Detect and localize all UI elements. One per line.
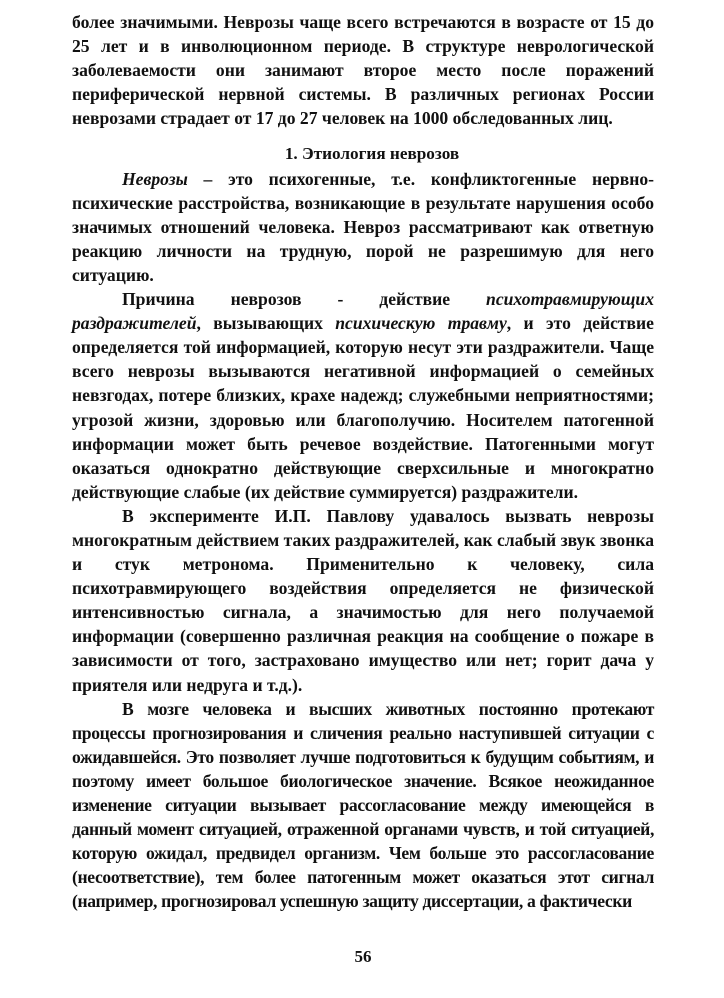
section-title: 1. Этиология неврозов: [284, 144, 460, 164]
term-psychotraumatic-stimuli: психотравмирующих раздражителей: [72, 289, 654, 334]
paragraph-neuroses-definition-text: – это психогенные, т.е. конфликтогенные нервно-психические расстройства, возникающие в результате нарушения особо значимых отношений человека. Невроз рассматривают как ответную реакцию личности на трудную, порой не разрешимую для него ситуацию.: [72, 168, 654, 285]
term-neuroses: Неврозы: [122, 168, 188, 189]
paragraph-brain-prediction: В мозге человека и высших животных постоянно протекают процессы прогнозирования и сличения реально наступившей ситуации с ожидавшейся. Это позволяет лучше подготовиться к будущим событиям, и поэтому имеет большое биологическое значение. Всякое неожиданное изменение ситуации вызывает рассогласование между имеющейся в данный момент ситуацией, отраженной органами чувств, и той ситуацией, которую ожидал, предвидел организм. Чем больше это рассогласование (несоответствие), тем более патогенным может оказаться этот сигнал (например, прогнозировал успешную защиту диссертации, а фактически: [72, 698, 654, 912]
continuation-paragraph: более значимыми. Неврозы чаще всего встречаются в возрасте от 15 до 25 лет и в инволюционном периоде. В структуре неврологической заболеваемости они занимают второе место после поражений периферической нервной системы. В различных регионах России неврозами страдает от 17 до 27 человек на 1000 обследованных лиц.: [72, 12, 654, 129]
paragraph-causes: [72, 287, 654, 504]
page-number: 56: [354, 947, 372, 966]
paragraph-pavlov-experiment: В эксперименте И.П. Павлову удавалось вызвать неврозы многократным действием таких раздражителей, как слабый звук звонка и стук метронома. Применительно к человеку, сила психотравмирующего воздействия определяется не физической интенсивностью сигнала, а значимостью для него получаемой информации (совершенно различная реакция на сообщение о пожаре в зависимости от того, застраховано имущество или нет; горит дача у приятеля или недруга и т.д.).: [72, 505, 654, 695]
document-page: [72, 10, 654, 985]
paragraph-neuroses-definition: [72, 167, 654, 287]
paragraph-causes-mid: , вызывающих: [196, 313, 336, 334]
term-psychic-trauma: психическую травму: [335, 313, 507, 334]
paragraph-causes-lead: Причина неврозов - действие: [122, 289, 487, 310]
paragraph-causes-text: , и это действие определяется той информацией, которую несут эти раздражители. Чаще всего неврозы вызываются негативной информацией о семейных невзгодах, потере близких, крахе надежд; служебными неприятностями; угрозой жизни, здоровью или благополучию. Носителем патогенной информации может быть речевое воздействие. Патогенными могут оказаться однократно действующие сверхсильные и многократно действующие слабые (их действие суммируется) раздражители.: [72, 313, 654, 502]
